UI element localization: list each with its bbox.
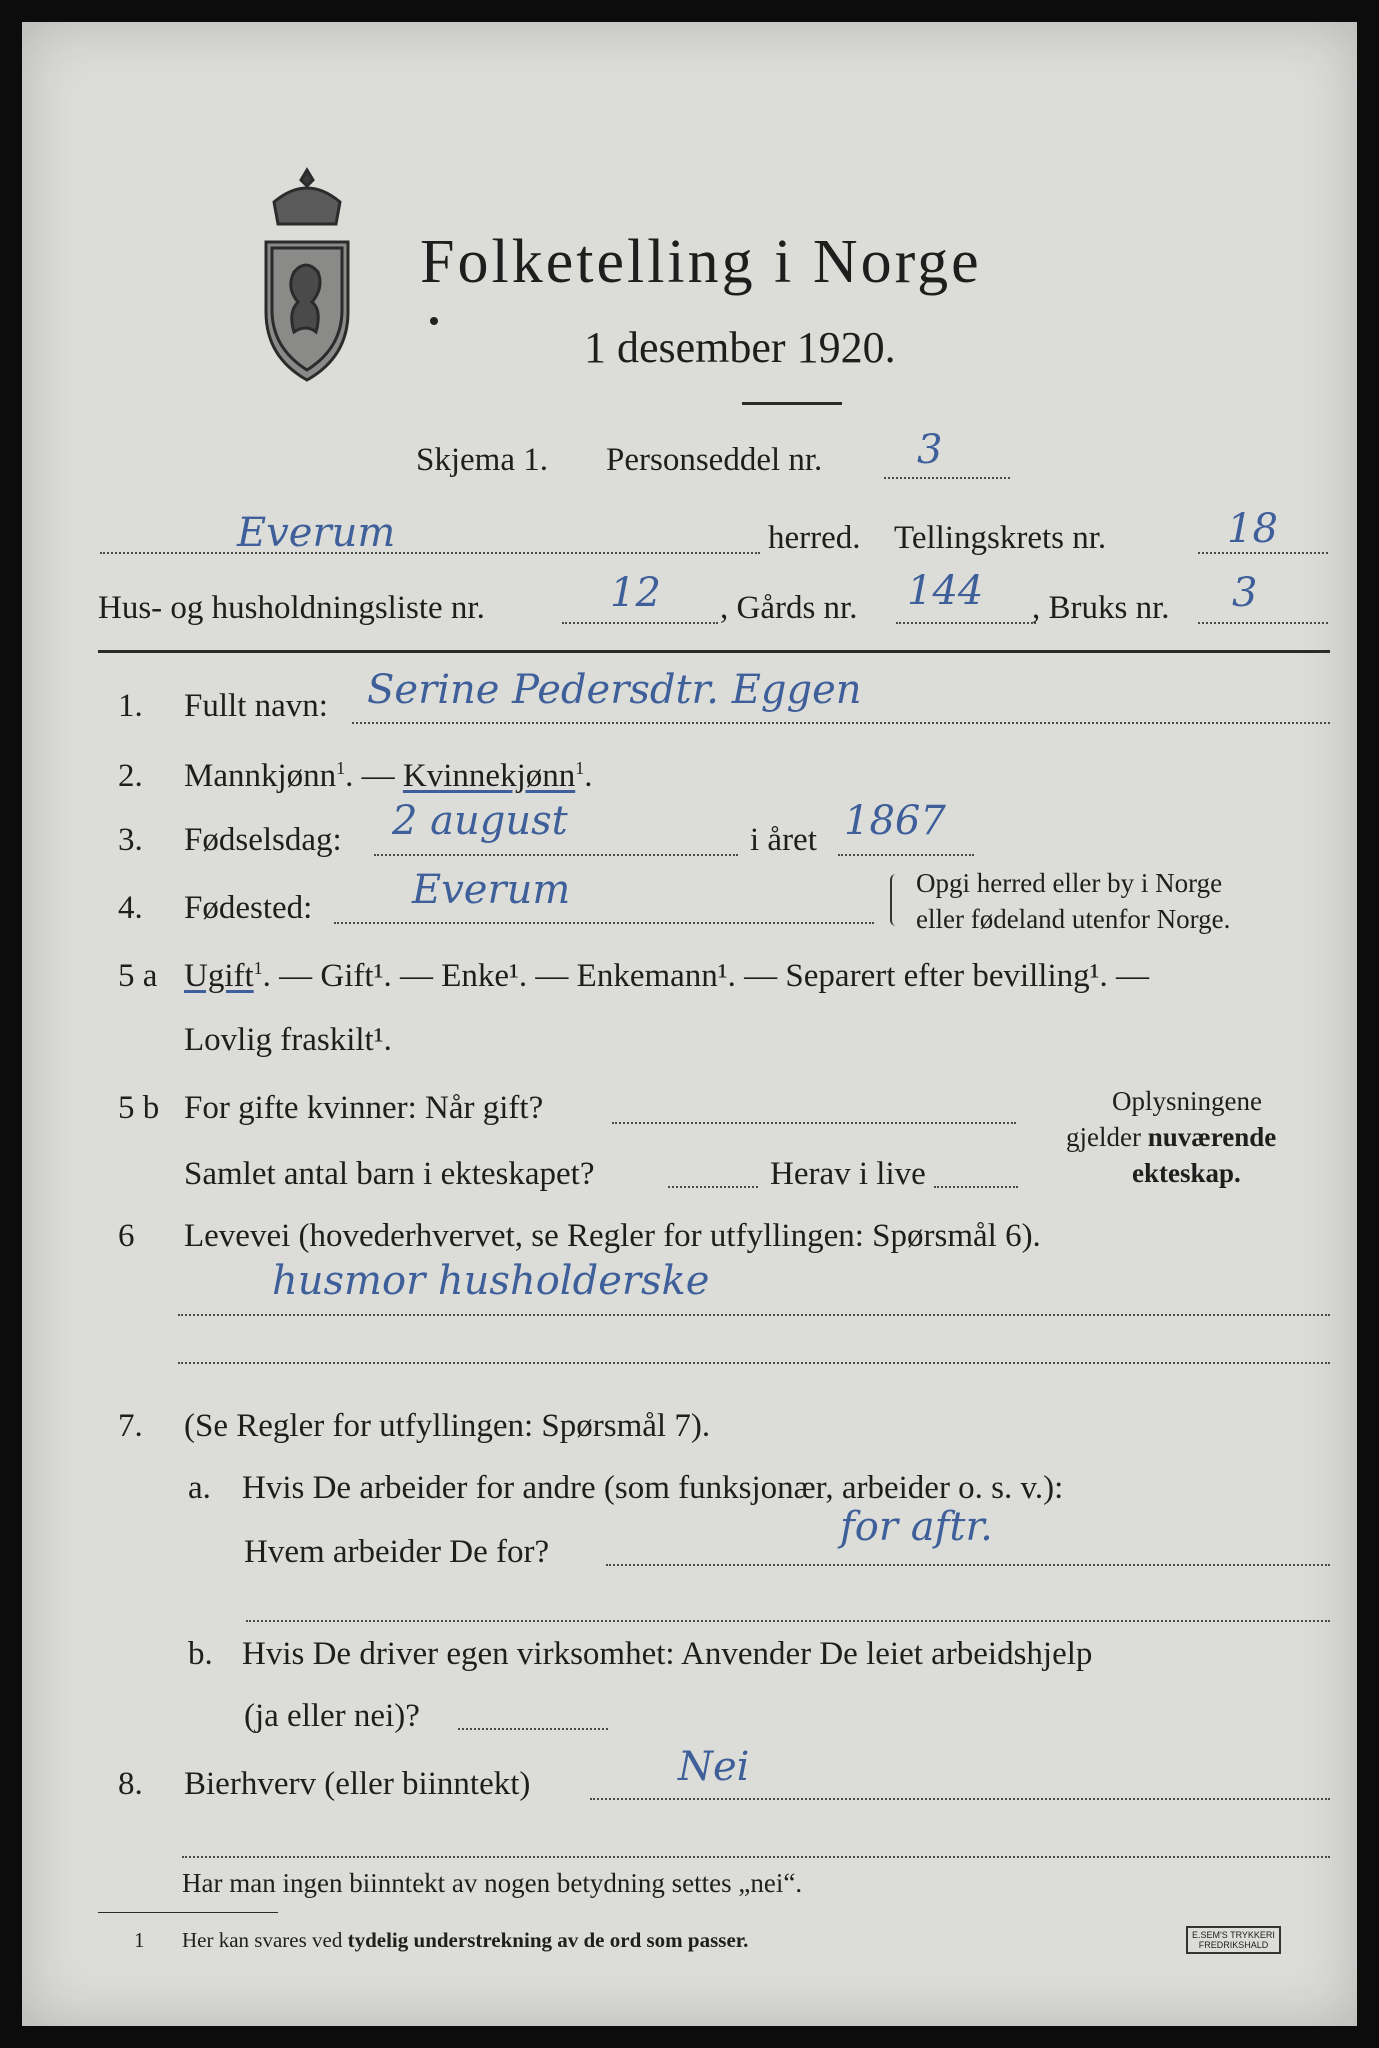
- ink-dot: [430, 317, 438, 325]
- personseddel-label: Personseddel nr.: [606, 442, 823, 478]
- q4-brace: [890, 874, 900, 926]
- q5b-children-line: [668, 1186, 758, 1188]
- q1-full-name[interactable]: Serine Pedersdtr. Eggen: [367, 667, 862, 713]
- footnote-divider: [98, 1912, 278, 1913]
- q3-year-line: [838, 854, 974, 856]
- q7a-line-1: [606, 1564, 1330, 1566]
- q4-line: [334, 922, 874, 924]
- coat-of-arms-emblem: [252, 162, 362, 392]
- census-date: 1 desember 1920.: [584, 323, 896, 372]
- tellingskrets-value[interactable]: 18: [1227, 506, 1278, 552]
- q6-occupation[interactable]: husmor husholderske: [272, 1258, 710, 1304]
- q5b-note-3: ekteskap.: [1132, 1158, 1241, 1188]
- q7a-employer[interactable]: for aftr.: [840, 1504, 993, 1550]
- q5b-alive-line: [934, 1186, 1018, 1188]
- q8-line-2: [182, 1856, 1330, 1858]
- q7b-label-2: (ja eller nei)?: [244, 1698, 420, 1734]
- q7b-letter: b.: [188, 1636, 213, 1672]
- q2-mann[interactable]: Mannkjønn: [184, 758, 337, 794]
- tellingskrets-line: [1198, 552, 1328, 554]
- printer-stamp: E.SEM'S TRYKKERI FREDRIKSHALD: [1186, 1926, 1281, 1954]
- q8-note: Har man ingen biinntekt av nogen betydning settes „nei“.: [182, 1868, 803, 1898]
- q3-label: Fødselsdag:: [184, 822, 342, 858]
- q7a-line-2: [246, 1620, 1330, 1622]
- q2-sex-options: Mannkjønn$^1$. — Kvinnekjønn$^1$.: [184, 758, 593, 794]
- q3-line: [374, 854, 738, 856]
- q2-kvinne-underlined[interactable]: Kvinnekjønn: [402, 758, 576, 794]
- q5b-label-1: For gifte kvinner: Når gift?: [184, 1090, 544, 1126]
- bruks-value[interactable]: 3: [1232, 570, 1258, 616]
- q7a-label-2: Hvem arbeider De for?: [244, 1534, 550, 1570]
- q7b-label-1: Hvis De driver egen virksomhet: Anvender De leiet arbeidshjelp: [242, 1636, 1093, 1672]
- title-divider: [742, 402, 842, 405]
- q5b-label-2: Samlet antal barn i ekteskapet?: [184, 1156, 595, 1192]
- q2-separator: . —: [345, 758, 403, 794]
- footnote-text: Her kan svares ved tydelig understrekning av de ord som passer.: [182, 1928, 749, 1952]
- gards-label: , Gårds nr.: [720, 590, 858, 626]
- q4-birthplace[interactable]: Everum: [412, 867, 571, 913]
- q6-number: 6: [118, 1218, 135, 1254]
- bruks-line: [1198, 622, 1328, 624]
- q5b-number: 5 b: [118, 1090, 160, 1126]
- herred-label: herred.: [768, 520, 861, 556]
- q6-line-2: [178, 1362, 1330, 1364]
- form-title: Folketelling i Norge: [420, 228, 982, 296]
- q4-number: 4.: [118, 890, 143, 926]
- q4-note-2: eller fødeland utenfor Norge.: [916, 904, 1231, 934]
- footnote-mark: 1: [134, 1928, 145, 1952]
- q7b-line: [458, 1728, 608, 1730]
- personseddel-value[interactable]: 3: [917, 427, 943, 473]
- q5b-note-1: Oplysningene: [1112, 1086, 1262, 1116]
- q4-label: Fødested:: [184, 890, 313, 926]
- tellingskrets-label: Tellingskrets nr.: [894, 520, 1107, 556]
- schema-label: Skjema 1.: [416, 442, 548, 478]
- q4-note-1: Opgi herred eller by i Norge: [916, 868, 1223, 898]
- hus-line: [562, 622, 718, 624]
- bruks-label: , Bruks nr.: [1032, 590, 1170, 626]
- q8-number: 8.: [118, 1766, 143, 1802]
- q6-label: Levevei (hovederhvervet, se Regler for utfyllingen: Spørsmål 6).: [184, 1218, 1041, 1254]
- q7-number: 7.: [118, 1408, 143, 1444]
- header-divider: [98, 650, 1330, 653]
- personseddel-line: [884, 477, 1010, 479]
- q1-line: [352, 722, 1330, 724]
- q8-line-1: [590, 1798, 1330, 1800]
- q3-year-label: i året: [750, 822, 817, 858]
- hus-label: Hus- og husholdningsliste nr.: [98, 590, 485, 626]
- herred-value[interactable]: Everum: [237, 510, 396, 556]
- q5a-number: 5 a: [118, 958, 158, 994]
- q5a-ugift-underlined[interactable]: Ugift: [184, 958, 254, 994]
- q6-line-1: [178, 1314, 1330, 1316]
- q2-number: 2.: [118, 758, 143, 794]
- q7a-letter: a.: [188, 1470, 211, 1506]
- q2-end: .: [584, 758, 593, 794]
- q3-birth-year[interactable]: 1867: [844, 798, 946, 844]
- q7-label: (Se Regler for utfyllingen: Spørsmål 7).: [184, 1408, 711, 1444]
- gards-line: [896, 622, 1036, 624]
- q3-birth-date[interactable]: 2 august: [392, 798, 568, 844]
- q3-number: 3.: [118, 822, 143, 858]
- q5b-label-3: Herav i live: [770, 1156, 926, 1192]
- gards-value[interactable]: 144: [907, 568, 984, 614]
- q5a-line2: Lovlig fraskilt¹.: [184, 1022, 392, 1058]
- q7a-label-1: Hvis De arbeider for andre (som funksjonær, arbeider o. s. v.):: [242, 1470, 1064, 1506]
- q1-label: Fullt navn:: [184, 688, 328, 724]
- q1-number: 1.: [118, 688, 143, 724]
- q8-label: Bierhverv (eller biinntekt): [184, 1766, 531, 1802]
- q5b-married-line: [612, 1122, 1016, 1124]
- q8-side-income[interactable]: Nei: [678, 1744, 750, 1790]
- q5a-rest: . — Gift¹. — Enke¹. — Enkemann¹. — Separert efter bevilling¹. —: [262, 958, 1150, 994]
- q5b-note-2: gjelder nuværende: [1066, 1122, 1277, 1152]
- hus-value[interactable]: 12: [610, 570, 661, 616]
- herred-line: [100, 552, 760, 554]
- q5a-options: Ugift$^1$. — Gift¹. — Enke¹. — Enkemann¹. — Separert efter bevilling¹. —: [184, 958, 1150, 994]
- census-form: [22, 22, 1357, 2026]
